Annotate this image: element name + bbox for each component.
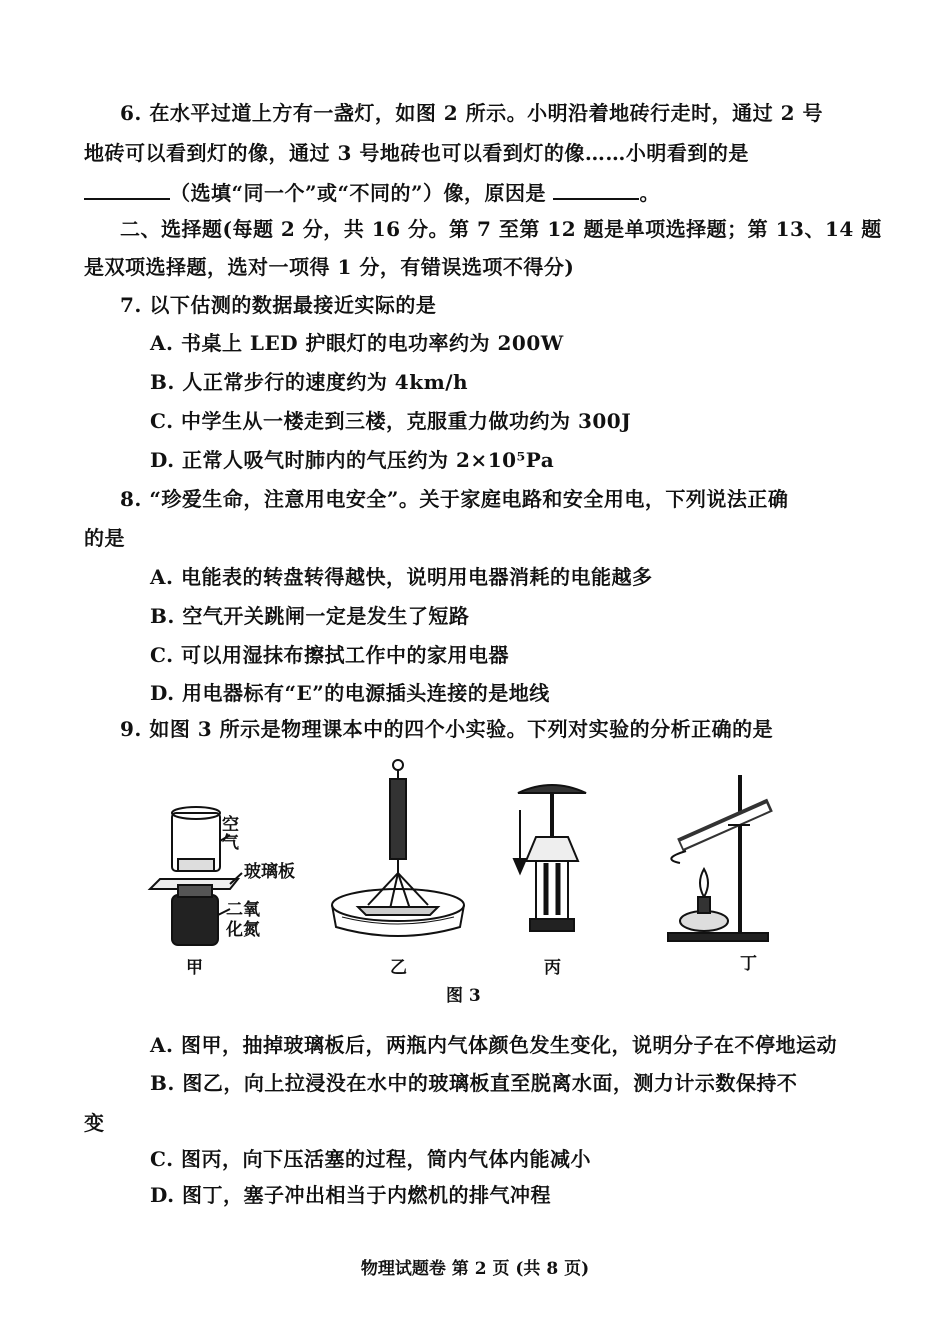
- q6-line-3: [84, 180, 660, 206]
- q9-option-a: A. 图甲，抽掉玻璃板后，两瓶内气体颜色发生变化，说明分子在不停地运动: [150, 1033, 837, 1057]
- q8-stem-line-1: 8. “珍爱生命，注意用电安全”。关于家庭电路和安全用电，下列说法正确: [120, 487, 789, 511]
- q6-line-3-text: （选填“同一个”或“不同的”）像，原因是: [170, 181, 547, 205]
- figure-label-no2: 二氧化氮: [226, 900, 260, 940]
- q7-stem: 7. 以下估测的数据最接近实际的是: [120, 293, 437, 317]
- q7-option-a: A. 书桌上 LED 护眼灯的电功率约为 200W: [150, 331, 564, 355]
- figure-panel-label-jia: 甲: [186, 958, 203, 978]
- piston-cylinder-drawing: [514, 785, 586, 931]
- q8-option-a: A. 电能表的转盘转得越快，说明用电器消耗的电能越多: [150, 565, 653, 589]
- q8-option-c: C. 可以用湿抹布擦拭工作中的家用电器: [150, 643, 509, 667]
- q6-line-2: 地砖可以看到灯的像，通过 3 号地砖也可以看到灯的像……小明看到的是: [84, 141, 749, 165]
- q6-line-1: 6. 在水平过道上方有一盏灯，如图 2 所示。小明沿着地砖行走时，通过 2 号: [120, 101, 824, 125]
- answer-blank-1[interactable]: [84, 180, 170, 200]
- figure-panel-label-bing: 丙: [544, 958, 561, 978]
- figure-panel-label-ding: 丁: [740, 954, 757, 974]
- answer-blank-2[interactable]: [553, 180, 639, 200]
- q6-line-3-end: 。: [639, 181, 660, 205]
- figure-caption: 图 3: [446, 986, 481, 1006]
- q7-option-d: D. 正常人吸气时肺内的气压约为 2×10⁵Pa: [150, 448, 555, 472]
- q9-stem: 9. 如图 3 所示是物理课本中的四个小实验。下列对实验的分析正确的是: [120, 717, 774, 741]
- page-footer: 物理试题卷 第 2 页 (共 8 页): [360, 1259, 590, 1279]
- q7-option-b: B. 人正常步行的速度约为 4km/h: [150, 370, 469, 394]
- q9-option-b-line-1: B. 图乙，向上拉浸没在水中的玻璃板直至脱离水面，测力计示数保持不: [150, 1071, 798, 1095]
- q8-option-b: B. 空气开关跳闸一定是发生了短路: [150, 604, 470, 628]
- q9-option-b-line-2: 变: [84, 1111, 105, 1135]
- q8-stem-line-2: 的是: [84, 526, 125, 550]
- figure-panel-label-yi: 乙: [390, 958, 407, 978]
- q7-option-c: C. 中学生从一楼走到三楼，克服重力做功约为 300J: [150, 409, 632, 433]
- section2-heading-line-2: 是双项选择题，选对一项得 1 分，有错误选项不得分): [84, 255, 575, 279]
- test-tube-heating-drawing: [668, 775, 770, 941]
- q8-option-d: D. 用电器标有“E”的电源插头连接的是地线: [150, 681, 550, 705]
- q9-option-d: D. 图丁，塞子冲出相当于内燃机的排气冲程: [150, 1183, 552, 1207]
- figure-3-illustration: [120, 755, 800, 955]
- figure-label-air: 空气: [222, 815, 239, 853]
- q9-option-c: C. 图丙，向下压活塞的过程，筒内气体内能减小: [150, 1147, 591, 1171]
- spring-scale-drawing: [332, 760, 464, 936]
- section2-heading-line-1: 二、选择题(每题 2 分，共 16 分。第 7 至第 12 题是单项选择题；第 13、14 题: [120, 217, 882, 241]
- figure-label-glass: 玻璃板: [244, 862, 295, 882]
